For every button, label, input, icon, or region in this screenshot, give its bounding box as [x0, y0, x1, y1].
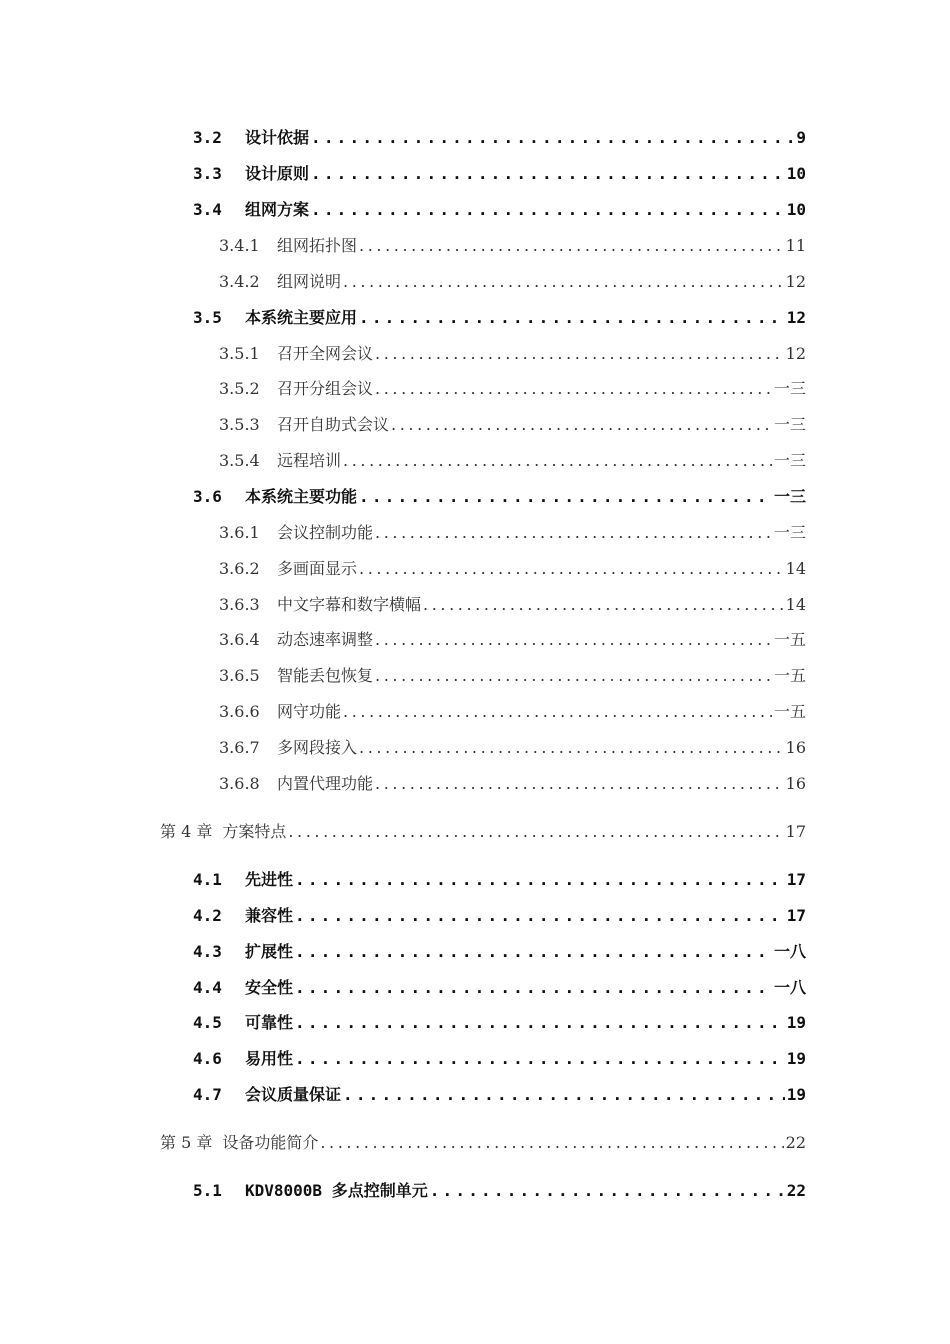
- toc-page: 16: [785, 774, 806, 793]
- toc-page: 一八: [773, 978, 806, 997]
- toc-number: 5.1: [193, 1181, 222, 1200]
- toc-entry[interactable]: [219, 664, 806, 688]
- toc-number: 3.6.1: [219, 523, 260, 542]
- toc-number: 3.5.2: [219, 379, 260, 398]
- toc-number: 3.6.5: [219, 666, 260, 685]
- toc-entry[interactable]: [193, 485, 806, 509]
- toc-entry[interactable]: [193, 198, 806, 222]
- toc-page: 19: [786, 1049, 806, 1068]
- toc-title: 会议质量保证: [245, 1085, 342, 1104]
- toc-leader: [359, 557, 784, 581]
- toc-title: 设计依据: [245, 128, 310, 147]
- toc-title: 安全性: [245, 978, 294, 997]
- toc-chapter-entry[interactable]: [160, 820, 806, 844]
- toc-number: 4.5: [193, 1013, 222, 1032]
- toc-title: 组网拓扑图: [277, 236, 358, 255]
- toc-number: 4.2: [193, 906, 222, 925]
- toc-title: 本系统主要功能: [245, 487, 358, 506]
- toc-page: 一五: [773, 666, 806, 685]
- toc-title: 会议控制功能: [277, 523, 374, 542]
- toc-number: 4.7: [193, 1085, 222, 1104]
- toc-leader: [311, 198, 785, 222]
- toc-page: 一三: [773, 379, 806, 398]
- toc-number: 3.2: [193, 128, 222, 147]
- toc-title: 智能丢包恢复: [277, 666, 374, 685]
- toc-page: 一八: [773, 942, 806, 961]
- toc-number: 3.6.4: [219, 630, 260, 649]
- toc-title: 中文字幕和数字横幅: [277, 595, 422, 614]
- toc-page: 19: [786, 1085, 806, 1104]
- toc-page: 一三: [773, 415, 806, 434]
- toc-leader: [295, 1047, 785, 1071]
- toc-leader: [375, 377, 772, 401]
- toc-leader: [375, 628, 772, 652]
- toc-title: 远程培训: [277, 451, 342, 470]
- toc-page: 9: [796, 128, 806, 147]
- toc-number: 4.6: [193, 1049, 222, 1068]
- toc-leader: [343, 1083, 785, 1107]
- toc-entry[interactable]: [193, 940, 806, 964]
- toc-number: 4.1: [193, 870, 222, 889]
- toc-page: 一三: [773, 523, 806, 542]
- toc-title: 兼容性: [245, 906, 294, 925]
- toc-leader: [320, 1131, 783, 1155]
- toc-leader: [295, 940, 772, 964]
- toc-page: 19: [786, 1013, 806, 1032]
- toc-leader: [359, 736, 784, 760]
- toc-number: 4.3: [193, 942, 222, 961]
- toc-page: 一三: [773, 487, 806, 506]
- toc-page: 10: [786, 200, 806, 219]
- toc-number: 3.5.1: [219, 344, 260, 363]
- toc-number: 3.5.3: [219, 415, 260, 434]
- toc-leader: [288, 820, 783, 844]
- toc-entry[interactable]: [219, 557, 806, 581]
- toc-title: 内置代理功能: [277, 774, 374, 793]
- toc-number: 3.4: [193, 200, 222, 219]
- toc-title: 召开全网会议: [277, 344, 374, 363]
- toc-leader: [391, 413, 772, 437]
- toc-leader: [359, 234, 784, 258]
- toc-leader: [311, 126, 794, 150]
- toc-entry[interactable]: [219, 270, 806, 294]
- toc-page: 12: [785, 272, 806, 291]
- toc-leader: [430, 1179, 785, 1203]
- toc-entry[interactable]: [219, 772, 806, 796]
- toc-title: 先进性: [245, 870, 294, 889]
- toc-entry[interactable]: [193, 904, 806, 928]
- toc-entry[interactable]: [219, 736, 806, 760]
- toc-number: 3.6.6: [219, 702, 260, 721]
- toc-leader: [343, 270, 784, 294]
- toc-number: 3.6.3: [219, 595, 260, 614]
- toc-entry[interactable]: [219, 342, 806, 366]
- toc-page: 14: [785, 559, 806, 578]
- toc-entry[interactable]: [219, 449, 806, 473]
- toc-number: 4.4: [193, 978, 222, 997]
- toc-title: 网守功能: [277, 702, 342, 721]
- toc-title: 多网段接入: [277, 738, 358, 757]
- toc-leader: [423, 593, 784, 617]
- toc-number: 3.6.7: [219, 738, 260, 757]
- toc-number: 3.5: [193, 308, 222, 327]
- toc-leader: [295, 976, 772, 1000]
- toc-entry[interactable]: [193, 306, 806, 330]
- toc-page: 17: [785, 822, 806, 841]
- toc-entry[interactable]: [193, 1179, 806, 1203]
- toc-leader: [311, 162, 785, 186]
- toc-page: 一五: [773, 630, 806, 649]
- toc-entry[interactable]: [193, 162, 806, 186]
- toc-leader: [375, 521, 772, 545]
- toc-chapter-number: 第 5 章: [160, 1133, 213, 1152]
- toc-title: 本系统主要应用: [245, 308, 358, 327]
- toc-leader: [375, 664, 772, 688]
- toc-page: 22: [786, 1181, 806, 1200]
- toc-entry[interactable]: [219, 593, 806, 617]
- toc-page: 14: [785, 595, 806, 614]
- toc-entry[interactable]: [219, 628, 806, 652]
- toc-page: 17: [786, 870, 806, 889]
- toc-number: 3.6: [193, 487, 222, 506]
- toc-leader: [295, 904, 785, 928]
- toc-page: 10: [786, 164, 806, 183]
- toc-page: 一五: [773, 702, 806, 721]
- toc-page: 22: [785, 1133, 806, 1152]
- toc-title: 可靠性: [245, 1013, 294, 1032]
- toc-title: 召开分组会议: [277, 379, 374, 398]
- toc-number: 3.4.1: [219, 236, 260, 255]
- toc-leader: [295, 1011, 785, 1035]
- toc-chapter-entry[interactable]: [160, 1131, 806, 1155]
- toc-page: 12: [785, 344, 806, 363]
- toc-page: 17: [786, 906, 806, 925]
- toc-page: 12: [786, 308, 806, 327]
- toc-page: 一三: [773, 451, 806, 470]
- toc-entry[interactable]: [193, 1011, 806, 1035]
- toc-entry[interactable]: [219, 700, 806, 724]
- toc-page: 11: [785, 236, 806, 255]
- toc-title: 多画面显示: [277, 559, 358, 578]
- toc-entry[interactable]: [219, 413, 806, 437]
- toc-leader: [343, 700, 772, 724]
- toc-leader: [343, 449, 772, 473]
- toc-title: 设备功能简介: [222, 1133, 319, 1152]
- toc-number: 3.3: [193, 164, 222, 183]
- toc-entry[interactable]: [193, 126, 806, 150]
- toc-title: 易用性: [245, 1049, 294, 1068]
- toc-title: 召开自助式会议: [277, 415, 390, 434]
- toc-leader: [375, 342, 784, 366]
- toc-leader: [375, 772, 784, 796]
- toc-title: 组网方案: [245, 200, 310, 219]
- toc-leader: [295, 868, 785, 892]
- toc-number: 3.4.2: [219, 272, 260, 291]
- toc-leader: [359, 306, 785, 330]
- toc-title: 组网说明: [277, 272, 342, 291]
- toc-title: 设计原则: [245, 164, 310, 183]
- toc-page: 16: [785, 738, 806, 757]
- toc-number: 3.6.8: [219, 774, 260, 793]
- toc-entry[interactable]: [193, 976, 806, 1000]
- toc-entry[interactable]: [193, 868, 806, 892]
- toc-title: 方案特点: [222, 822, 287, 841]
- toc-entry[interactable]: [193, 1047, 806, 1071]
- toc-number: 3.5.4: [219, 451, 260, 470]
- toc-title: KDV8000B 多点控制单元: [245, 1181, 428, 1200]
- toc-entry[interactable]: [193, 1083, 806, 1107]
- toc-title: 扩展性: [245, 942, 294, 961]
- toc-title: 动态速率调整: [277, 630, 374, 649]
- toc-entry[interactable]: [219, 521, 806, 545]
- toc-entry[interactable]: [219, 377, 806, 401]
- toc-number: 3.6.2: [219, 559, 260, 578]
- toc-chapter-number: 第 4 章: [160, 822, 213, 841]
- toc-entry[interactable]: [219, 234, 806, 258]
- toc-leader: [359, 485, 772, 509]
